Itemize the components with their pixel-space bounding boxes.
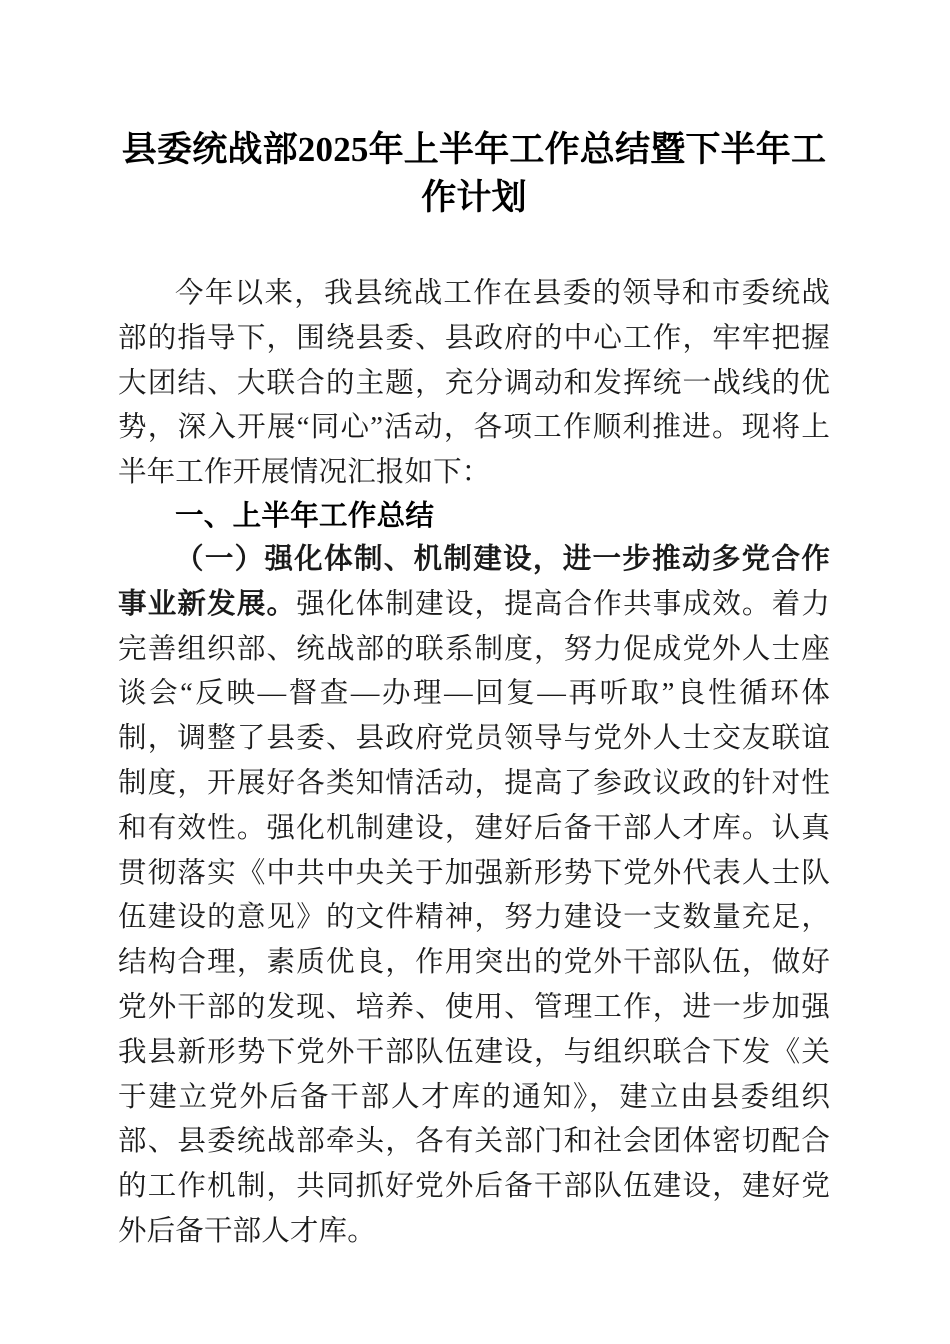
intro-paragraph: 今年以来，我县统战工作在县委的领导和市委统战部的指导下，围绕县委、县政府的中心工作，牢牢把握大团结、大联合的主题，充分调动和发挥统一战线的优势，深入开展“同心”活动，各项工作顺利推进。现将上半年工作开展情况汇报如下： [118, 278, 830, 489]
subsection-body-1: 强化体制建设，提高合作共事成效。着力完善组织部、统战部的联系制度，努力促成党外人士座谈会“反映—督查—办理—回复—再听取”良性循环体制，调整了县委、县政府党员领导与党外人士交友联谊制度，开展好各类知情活动，提高了参政议政的针对性和有效性。强化机制建设，建好后备干部人才库。认真贯彻落实《中共中央关于加强新形势下党外代表人士队伍建设的意见》的文件精神，努力建设一支数量充足，结构合理，素质优良，作用突出的党外干部队伍，做好党外干部的发现、培养、使用、管理工作，进一步加强我县新形势下党外干部队伍建设，与组织联合下发《关于建立党外后备干部人才库的通知》，建立由县委组织部、县委统战部牵头，各有关部门和社会团体密切配合的工作机制，共同抓好党外后备干部队伍建设，建好党外后备干部人才库。 [118, 588, 830, 1247]
subsection-lead-1: （一）强化体制、机制建设，进一步推动多党合作事业新发展。 [118, 544, 830, 620]
section-heading-1: 一、上半年工作总结 [175, 500, 435, 532]
subsection-paragraph-1 [118, 538, 830, 1255]
page-title: 县委统战部2025年上半年工作总结暨下半年工作计划 [121, 130, 827, 217]
